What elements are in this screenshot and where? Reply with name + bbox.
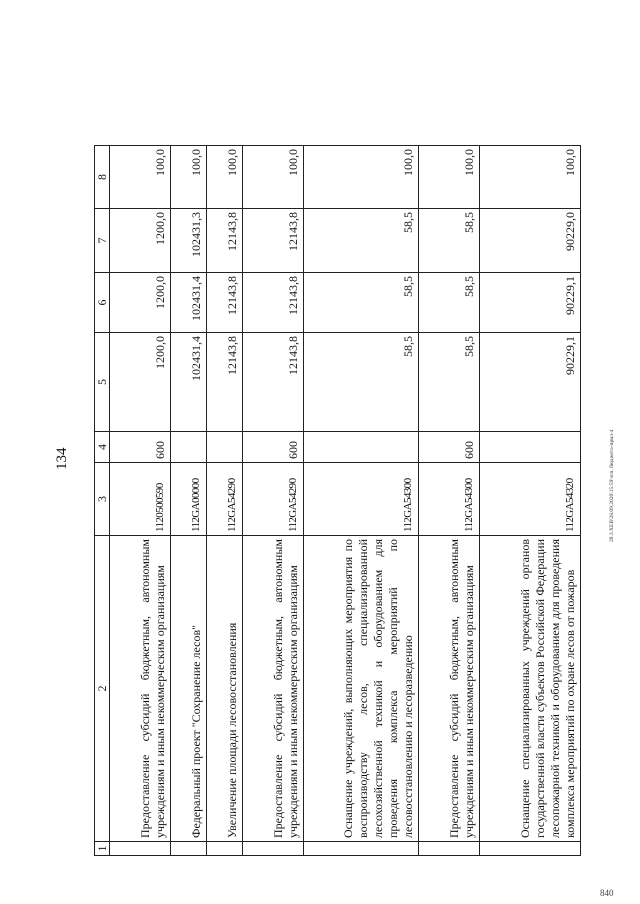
cell-name: Увеличение площади лесовосстановления [207, 536, 243, 842]
cell-type [171, 432, 207, 463]
cell-name: Оснащение учреждений, выполняющих мероприятия по воспроизводству лесов, специализированной лесохозяйственной техникой и оборудованием для проведения комплекса мероприятий по лесовосстановлению и лесоразведению [304, 536, 419, 842]
cell-v6: 12143,8 [207, 273, 243, 333]
cell-code: 112GA00000 [171, 463, 207, 536]
cell-v5: 102431,4 [171, 333, 207, 432]
table-row [110, 146, 171, 856]
cell-v7: 12143,8 [207, 209, 243, 273]
cell-v5: 90229,1 [480, 333, 581, 432]
table-row [207, 146, 243, 856]
cell-type [207, 432, 243, 463]
cell-v5: 12143,8 [243, 333, 304, 432]
cell-v7: 102431,3 [171, 209, 207, 273]
cell-type: 600 [419, 432, 480, 463]
header-cell: 2 [95, 536, 110, 842]
cell-name: Федеральный проект "Сохранение лесов" [171, 536, 207, 842]
cell-col1 [110, 842, 171, 856]
cell-v8: 100,0 [207, 146, 243, 209]
cell-v6: 12143,8 [243, 273, 304, 333]
header-cell: 8 [95, 146, 110, 209]
cell-code: 112GA54300 [419, 463, 480, 536]
cell-type: 600 [243, 432, 304, 463]
table-row [243, 146, 304, 856]
header-cell: 4 [95, 432, 110, 463]
cell-type [480, 432, 581, 463]
cell-v6: 90229,1 [480, 273, 581, 333]
cell-name: Предоставление субсидий бюджетным, автономным учреждениям и иным некоммерческим организациям [419, 536, 480, 842]
cell-v8: 100,0 [304, 146, 419, 209]
header-cell: 7 [95, 209, 110, 273]
cell-v7: 90229,0 [480, 209, 581, 273]
footer-note: 20.3.ХЕВ\28.09.2020\15:59\зсп. бюджета-прил-4 [609, 429, 615, 542]
header-cell: 1 [95, 842, 110, 856]
cell-col1 [304, 842, 419, 856]
cell-code: 1120500590 [110, 463, 171, 536]
cell-v6: 102431,4 [171, 273, 207, 333]
cell-v6: 58,5 [304, 273, 419, 333]
budget-table [94, 145, 581, 856]
cell-v5: 58,5 [419, 333, 480, 432]
page-number: 134 [54, 447, 70, 470]
table-row [480, 146, 581, 856]
table-row [304, 146, 419, 856]
cell-code: 112GA54320 [480, 463, 581, 536]
cell-v6: 1200,0 [110, 273, 171, 333]
cell-v8: 100,0 [110, 146, 171, 209]
cell-v8: 100,0 [480, 146, 581, 209]
header-cell: 5 [95, 333, 110, 432]
cell-col1 [243, 842, 304, 856]
cell-v7: 58,5 [304, 209, 419, 273]
cell-type [304, 432, 419, 463]
table-row [171, 146, 207, 856]
header-cell: 3 [95, 463, 110, 536]
table-row [419, 146, 480, 856]
cell-v7: 12143,8 [243, 209, 304, 273]
cell-code: 112GA54290 [207, 463, 243, 536]
header-cell: 6 [95, 273, 110, 333]
cell-v7: 58,5 [419, 209, 480, 273]
cell-name: Предоставление субсидий бюджетным, автономным учреждениям и иным некоммерческим организациям [243, 536, 304, 842]
header-row [95, 146, 110, 856]
cell-v5: 58,5 [304, 333, 419, 432]
cell-v8: 100,0 [243, 146, 304, 209]
cell-type: 600 [110, 432, 171, 463]
cell-col1 [171, 842, 207, 856]
cell-col1 [480, 842, 581, 856]
cell-v6: 58,5 [419, 273, 480, 333]
cell-v8: 100,0 [171, 146, 207, 209]
cell-name: Оснащение специализированных учреждений органов государственной власти субъектов Российской Федерации лесопожарной техникой и оборудованием для проведения комплекса мероприятий по охране лесов от пожаров [480, 536, 581, 842]
cell-v5: 1200,0 [110, 333, 171, 432]
cell-v7: 1200,0 [110, 209, 171, 273]
cell-v5: 12143,8 [207, 333, 243, 432]
edge-page-mark: 840 [600, 888, 614, 898]
cell-col1 [207, 842, 243, 856]
cell-col1 [419, 842, 480, 856]
cell-code: 112GA54290 [243, 463, 304, 536]
cell-code: 112GA54300 [304, 463, 419, 536]
rotated-table-container [94, 146, 606, 856]
cell-name: Предоставление субсидий бюджетным, автономным учреждениям и иным некоммерческим организациям [110, 536, 171, 842]
cell-v8: 100,0 [419, 146, 480, 209]
